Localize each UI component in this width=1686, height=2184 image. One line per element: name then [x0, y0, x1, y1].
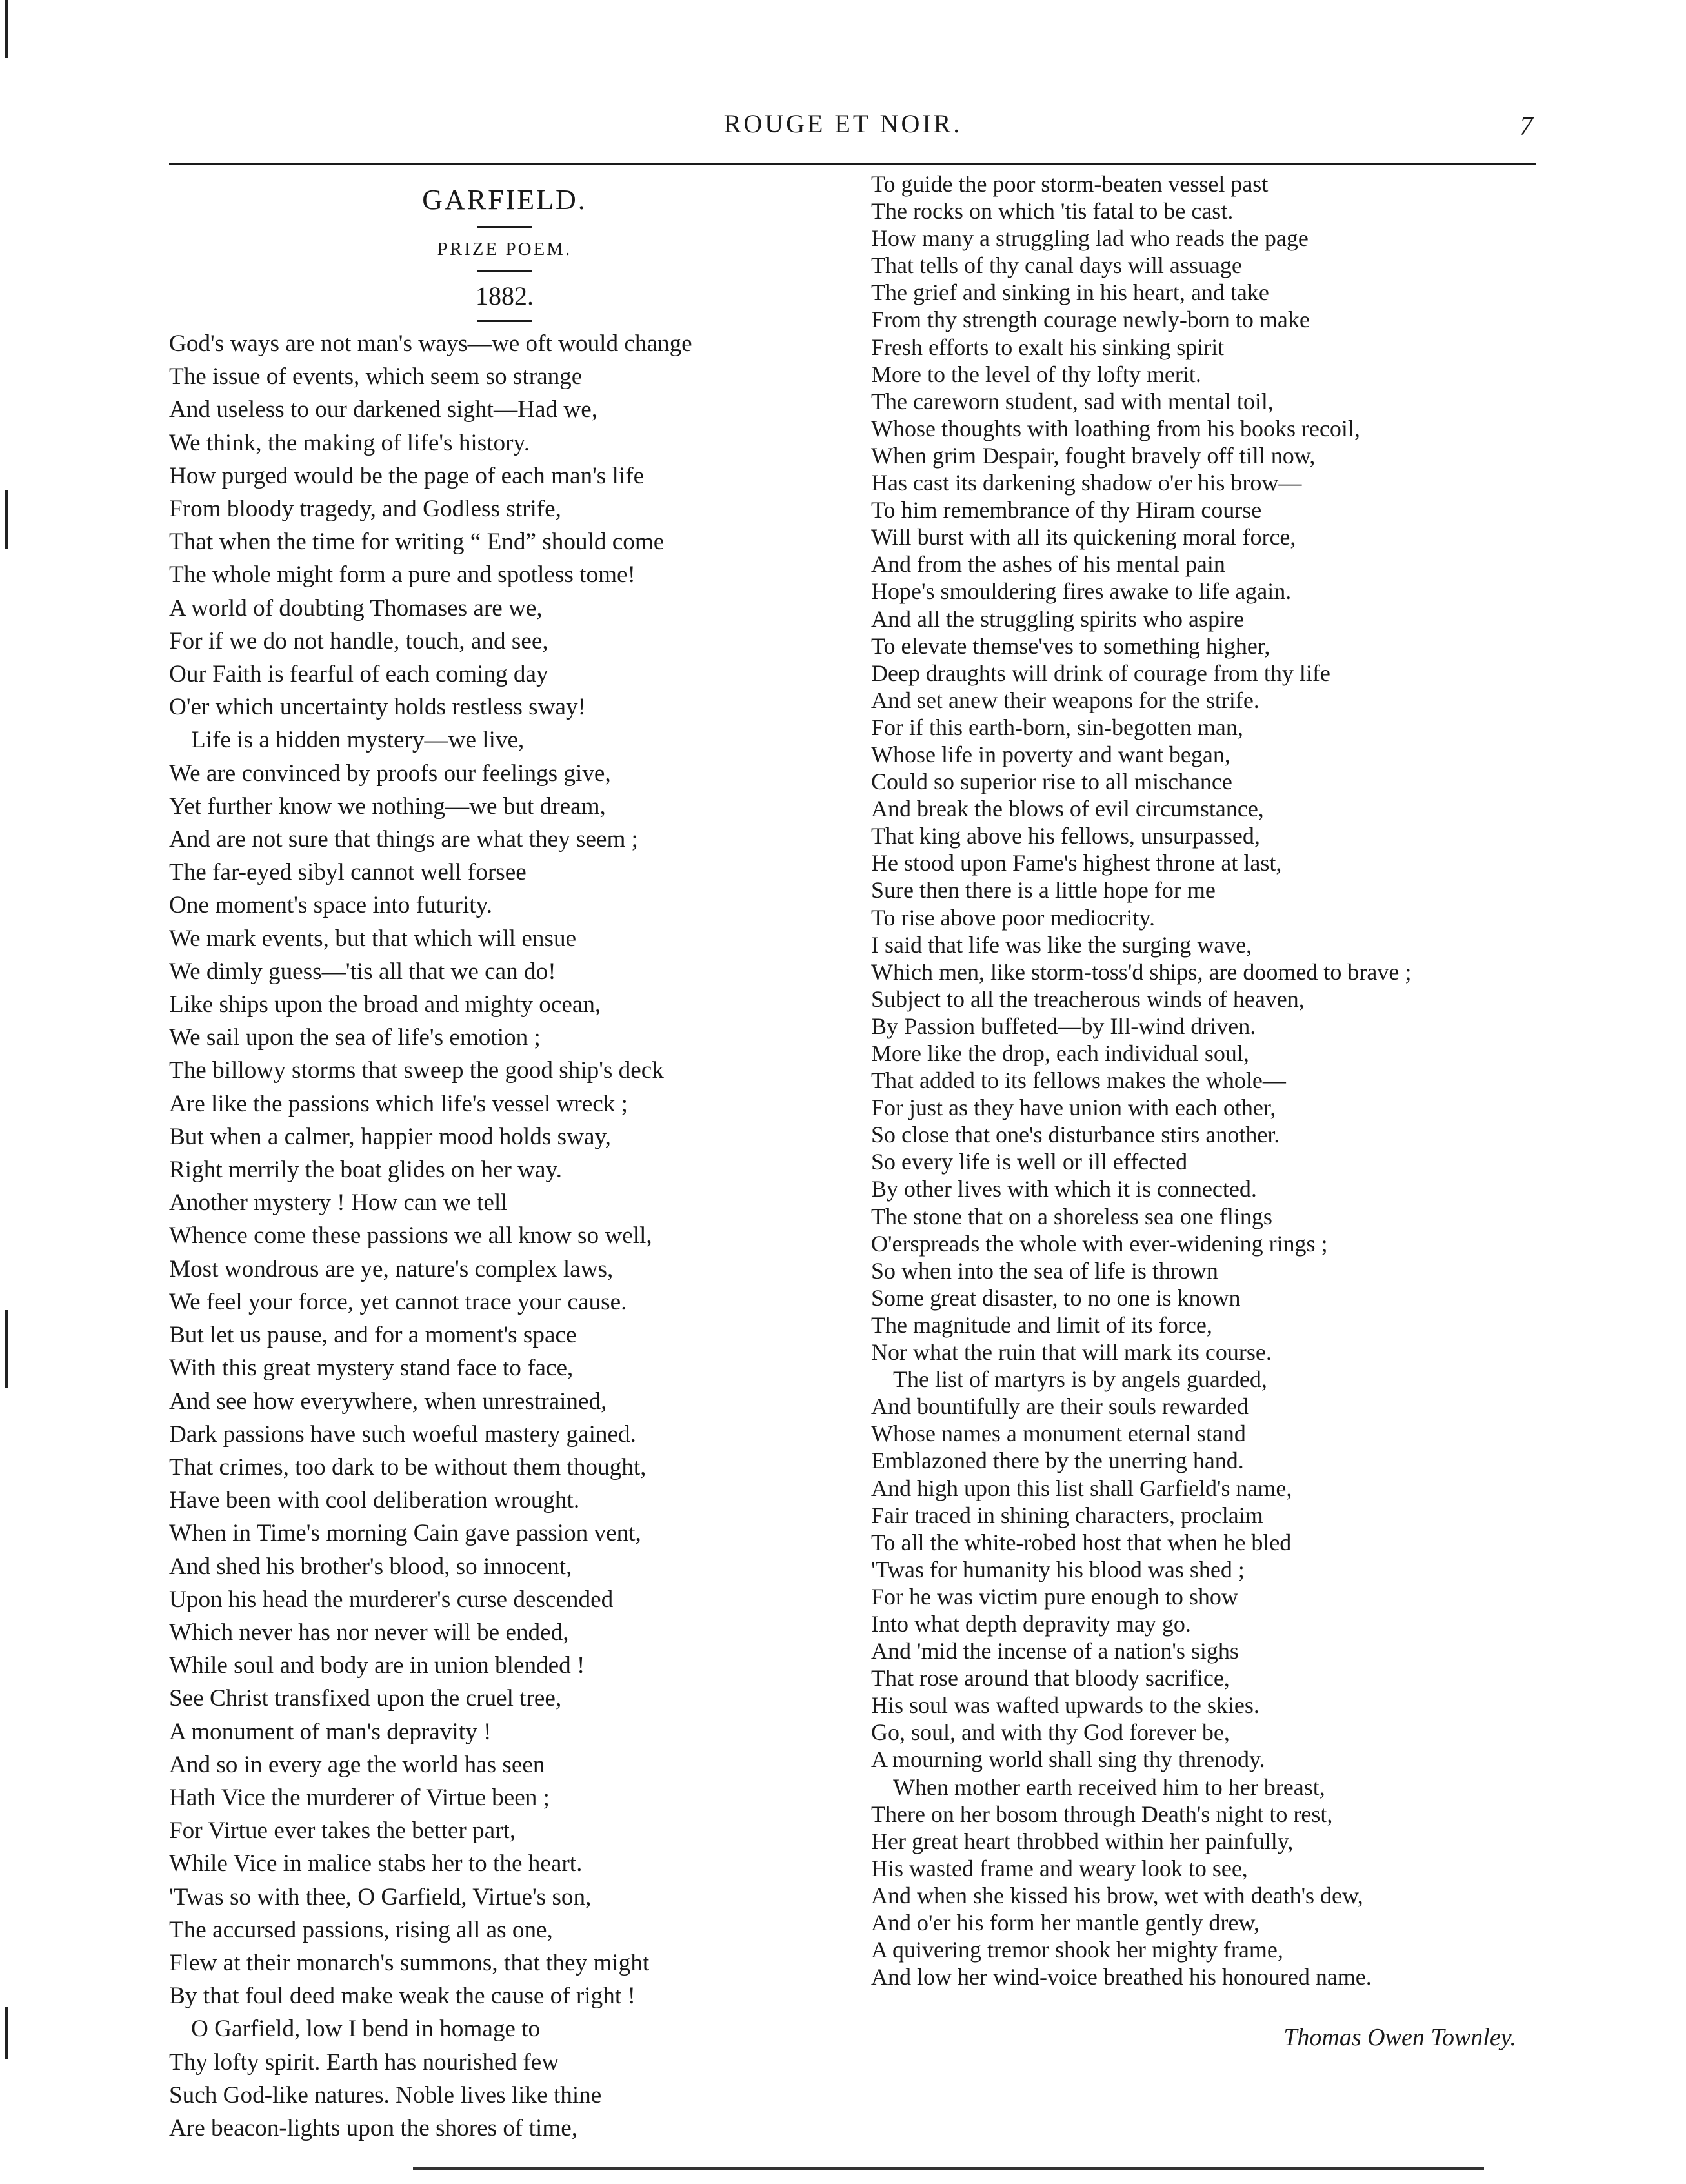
- poem-line: Sure then there is a little hope for me: [871, 877, 1216, 904]
- poem-line: To rise above poor mediocrity.: [871, 904, 1156, 931]
- poem-line: Such God-like natures. Noble lives like thine: [169, 2081, 602, 2108]
- poem-line: So when into the sea of life is thrown: [871, 1257, 1218, 1284]
- poem-line: And when she kissed his brow, wet with death's dew,: [871, 1882, 1363, 1908]
- poem-line: Subject to all the treacherous winds of heaven,: [871, 986, 1305, 1012]
- poem-line: The billowy storms that sweep the good ship's deck: [169, 1057, 664, 1084]
- poem-line: Right merrily the boat glides on her way.: [169, 1157, 562, 1184]
- poem-line: Which never has nor never will be ended,: [169, 1619, 569, 1646]
- poem-line: O'er which uncertainty holds restless sway!: [169, 694, 586, 721]
- poem-line: O'erspreads the whole with ever-widening rings ;: [871, 1230, 1328, 1257]
- poem-line: That when the time for writing “ End” should come: [169, 529, 665, 556]
- poem-line: Fair traced in shining characters, proclaim: [871, 1502, 1263, 1528]
- poem-line: More like the drop, each individual soul,: [871, 1040, 1249, 1066]
- poem-line: With this great mystery stand face to face,: [169, 1355, 574, 1382]
- poem-line: And high upon this list shall Garfield's name,: [871, 1475, 1292, 1501]
- poem-line: Are like the passions which life's vessel wreck ;: [169, 1090, 628, 1117]
- poem-line: His wasted frame and weary look to see,: [871, 1855, 1248, 1881]
- poem-line: One moment's space into futurity.: [169, 892, 493, 919]
- poem-line: Hope's smouldering fires awake to life again.: [871, 578, 1292, 605]
- poem-line: Whose thoughts with loathing from his books recoil,: [871, 415, 1360, 441]
- poem-line: To all the white-robed host that when he bled: [871, 1529, 1292, 1555]
- poem-line: And 'mid the incense of a nation's sighs: [871, 1638, 1239, 1664]
- poem-line: While soul and body are in union blended !: [169, 1652, 585, 1679]
- poem-line: A quivering tremor shook her mighty frame,: [871, 1937, 1283, 1963]
- subtitle-rule: [477, 270, 532, 272]
- poem-line: We feel your force, yet cannot trace your cause.: [169, 1288, 627, 1315]
- poem-line: From bloody tragedy, and Godless strife,: [169, 496, 561, 523]
- poem-line: And break the blows of evil circumstance,: [871, 796, 1264, 822]
- poem-line: And are not sure that things are what they seem ;: [169, 826, 639, 853]
- poem-line: And set anew their weapons for the strife.: [871, 687, 1259, 713]
- poem-line: The issue of events, which seem so strange: [169, 363, 583, 390]
- poem-line: Thy lofty spirit. Earth has nourished few: [169, 2048, 559, 2076]
- margin-mark: [5, 1310, 8, 1388]
- poem-line: Another mystery ! How can we tell: [169, 1189, 508, 1217]
- poem-line: And useless to our darkened sight—Had we,: [169, 396, 598, 423]
- header-rule: [169, 163, 1536, 165]
- poem-line: When in Time's morning Cain gave passion vent,: [169, 1520, 641, 1547]
- margin-mark: [5, 2007, 8, 2059]
- poem-line: That crimes, too dark to be without them thought,: [169, 1453, 647, 1481]
- poem-line: That added to its fellows makes the whole—: [871, 1067, 1286, 1094]
- poem-line: The grief and sinking in his heart, and take: [871, 279, 1269, 306]
- poem-line: Hath Vice the murderer of Virtue been ;: [169, 1784, 550, 1811]
- poem-line: Life is a hidden mystery—we live,: [191, 727, 525, 754]
- poem-title: GARFIELD.: [422, 184, 587, 216]
- poem-line: By that foul deed make weak the cause of right !: [169, 1983, 636, 2010]
- poem-line: Flew at their monarch's summons, that they might: [169, 1949, 650, 1976]
- poem-line: And from the ashes of his mental pain: [871, 551, 1225, 578]
- page-number: 7: [1520, 112, 1533, 141]
- poem-line: Some great disaster, to no one is known: [871, 1284, 1241, 1311]
- poem-line: We dimly guess—'tis all that we can do!: [169, 958, 556, 985]
- poem-line: We are convinced by proofs our feelings give,: [169, 760, 611, 787]
- poem-line: By Passion buffeted—by Ill-wind driven.: [871, 1013, 1256, 1039]
- poem-subtitle: PRIZE POEM.: [437, 239, 572, 259]
- poem-line: For he was victim pure enough to show: [871, 1583, 1238, 1610]
- footer-rule: [413, 2167, 1484, 2170]
- poem-line: He stood upon Fame's highest throne at last,: [871, 850, 1282, 876]
- left-poem-lines: [169, 327, 840, 2145]
- poem-line: See Christ transfixed upon the cruel tree,: [169, 1685, 562, 1712]
- poem-line: That rose around that bloody sacrifice,: [871, 1665, 1230, 1692]
- poem-line: To him remembrance of thy Hiram course: [871, 497, 1262, 523]
- poem-line: That tells of thy canal days will assuage: [871, 252, 1242, 279]
- title-rule: [477, 226, 532, 228]
- poem-line: For Virtue ever takes the better part,: [169, 1817, 516, 1845]
- poem-line: Will burst with all its quickening moral force,: [871, 524, 1296, 551]
- poem-line: And all the struggling spirits who aspire: [871, 605, 1244, 632]
- poem-line: For if we do not handle, touch, and see,: [169, 627, 548, 654]
- poem-line: Her great heart throbbed within her painfully,: [871, 1828, 1294, 1854]
- poem-line: The list of martyrs is by angels guarded,: [893, 1366, 1267, 1393]
- poem-line: Emblazoned there by the unerring hand.: [871, 1448, 1244, 1474]
- poem-line: How many a struggling lad who reads the page: [871, 225, 1309, 252]
- margin-mark: [5, 0, 8, 58]
- poem-line: A monument of man's depravity !: [169, 1718, 492, 1745]
- right-column: [871, 170, 1542, 1990]
- poem-line: A mourning world shall sing thy threnody.: [871, 1746, 1265, 1773]
- poem-line: God's ways are not man's ways—we oft would change: [169, 330, 692, 357]
- poem-line: The whole might form a pure and spotless tome!: [169, 561, 636, 589]
- poem-line: We mark events, but that which will ensue: [169, 925, 577, 952]
- left-column: [169, 170, 840, 2145]
- poem-line: For just as they have union with each other,: [871, 1095, 1276, 1121]
- poem-line: To guide the poor storm-beaten vessel past: [871, 171, 1269, 197]
- year-rule: [477, 320, 532, 322]
- poem-line: So close that one's disturbance stirs another.: [871, 1122, 1280, 1148]
- running-title: ROUGE ET NOIR.: [723, 109, 963, 138]
- poem-line: Yet further know we nothing—we but dream,: [169, 793, 606, 820]
- poem-line: The careworn student, sad with mental toil,: [871, 388, 1274, 414]
- poem-line: 'Twas so with thee, O Garfield, Virtue's son,: [169, 1883, 592, 1910]
- poem-line: We think, the making of life's history.: [169, 429, 530, 456]
- poem-line: For if this earth-born, sin-begotten man,: [871, 714, 1243, 740]
- poem-line: Upon his head the murderer's curse descended: [169, 1586, 614, 1613]
- poem-line: Which men, like storm-toss'd ships, are doomed to brave ;: [871, 958, 1412, 985]
- poem-line: Go, soul, and with thy God forever be,: [871, 1719, 1230, 1746]
- poem-line: The far-eyed sibyl cannot well forsee: [169, 859, 527, 886]
- poem-line: But when a calmer, happier mood holds sway,: [169, 1123, 611, 1150]
- poem-line: From thy strength courage newly-born to make: [871, 307, 1310, 333]
- margin-mark: [5, 490, 8, 549]
- poem-line: His soul was wafted upwards to the skies.: [871, 1692, 1259, 1719]
- poem-line: Could so superior rise to all mischance: [871, 769, 1232, 795]
- poem-line: So every life is well or ill effected: [871, 1149, 1188, 1175]
- poem-line: 'Twas for humanity his blood was shed ;: [871, 1556, 1245, 1582]
- poem-line: Most wondrous are ye, nature's complex laws,: [169, 1255, 614, 1282]
- poem-line: How purged would be the page of each man's life: [169, 462, 645, 489]
- poem-line: Deep draughts will drink of courage from thy life: [871, 660, 1330, 686]
- poem-line: The accursed passions, rising all as one,: [169, 1916, 553, 1943]
- poem-line: Whose life in poverty and want began,: [871, 741, 1230, 767]
- poem-year: 1882.: [476, 281, 534, 310]
- poem-line: That king above his fellows, unsurpassed,: [871, 823, 1260, 849]
- poem-line: O Garfield, low I bend in homage to: [191, 2016, 541, 2043]
- poem-line: And bountifully are their souls rewarded: [871, 1393, 1249, 1420]
- poem-line: When grim Despair, fought bravely off till now,: [871, 442, 1316, 469]
- poem-line: And shed his brother's blood, so innocent,: [169, 1553, 572, 1580]
- poem-line: I said that life was like the surging wave,: [871, 931, 1252, 958]
- poem-line: And so in every age the world has seen: [169, 1751, 545, 1778]
- poem-line: By other lives with which it is connected.: [871, 1176, 1257, 1202]
- poem-line: Whose names a monument eternal stand: [871, 1421, 1246, 1447]
- poem-line: Nor what the ruin that will mark its course.: [871, 1339, 1272, 1366]
- author-signature: Thomas Owen Townley.: [1283, 2024, 1516, 2051]
- poem-line: More to the level of thy lofty merit.: [871, 361, 1201, 387]
- poem-line: But let us pause, and for a moment's space: [169, 1322, 577, 1349]
- poem-line: Like ships upon the broad and mighty ocean,: [169, 991, 601, 1018]
- poem-line: The stone that on a shoreless sea one flings: [871, 1203, 1272, 1229]
- poem-line: There on her bosom through Death's night to rest,: [871, 1801, 1333, 1827]
- poem-line: Into what depth depravity may go.: [871, 1610, 1191, 1637]
- poem-line: Are beacon-lights upon the shores of time,: [169, 2114, 578, 2141]
- poem-line: While Vice in malice stabs her to the heart.: [169, 1850, 583, 1877]
- poem-line: A world of doubting Thomases are we,: [169, 594, 543, 622]
- poem-line: The magnitude and limit of its force,: [871, 1311, 1212, 1338]
- poem-line: Dark passions have such woeful mastery gained.: [169, 1421, 636, 1448]
- poem-line: And o'er his form her mantle gently drew,: [871, 1910, 1259, 1936]
- poem-line: We sail upon the sea of life's emotion ;: [169, 1024, 541, 1051]
- poem-line: Fresh efforts to exalt his sinking spirit: [871, 334, 1225, 360]
- poem-heading: [169, 179, 840, 322]
- poem-line: And see how everywhere, when unrestrained,: [169, 1388, 607, 1415]
- right-poem-lines: [871, 170, 1542, 1990]
- poem-line: When mother earth received him to her breast,: [893, 1774, 1325, 1800]
- poem-line: And low her wind-voice breathed his honoured name.: [871, 1964, 1372, 1990]
- poem-line: Has cast its darkening shadow o'er his brow—: [871, 470, 1302, 496]
- poem-line: Have been with cool deliberation wrought.: [169, 1487, 580, 1514]
- poem-line: Our Faith is fearful of each coming day: [169, 661, 548, 688]
- poem-line: The rocks on which 'tis fatal to be cast.: [871, 198, 1234, 225]
- poem-line: To elevate themse'ves to something higher,: [871, 632, 1270, 659]
- poem-line: Whence come these passions we all know so well,: [169, 1222, 652, 1249]
